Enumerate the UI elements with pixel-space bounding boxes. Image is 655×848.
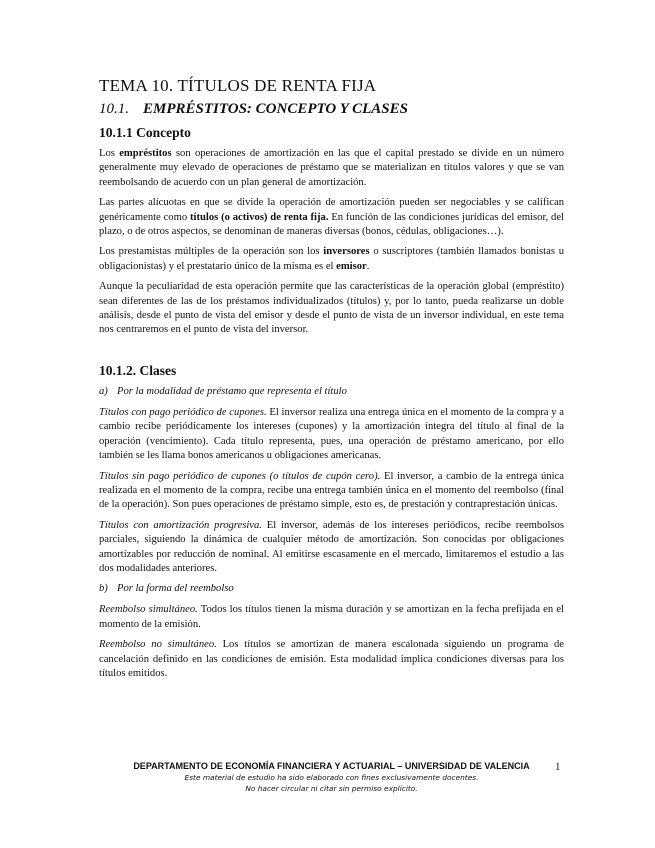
text-run: El inversor, además de los intereses periódicos, recibe reembolsos parciales, siguiendo la dinámica de cualquier método de amortización. Son conocidas por obligaciones amortizables por reducción de nominal. Al emitirse escasamente en el mercado, limitaremos el estudio a las dos modalidades anteriores. <box>99 519 565 574</box>
paragraph-clase-b2 <box>99 638 564 681</box>
lead-term: Reembolso simultáneo. <box>99 604 198 616</box>
footer-note: Este material de estudio ha sido elaborado con fines exclusivamente docentes. <box>184 773 479 782</box>
classification-letter: a) <box>99 385 108 397</box>
classification-a <box>99 385 564 399</box>
document-body <box>99 76 564 687</box>
classification-label: Por la modalidad de préstamo que representa el título <box>117 385 347 397</box>
page-footer <box>99 761 564 794</box>
text-run: Los <box>99 148 120 159</box>
emphasis-term: inversores <box>323 246 370 258</box>
text-run: El inversor realiza una entrega única en el momento de la compra y a cambio recibe periódicamente los intereses (cupones) y la amortización íntegra del título al final de la operación (vencimiento). Cada título representa, pues, una operación de préstamo americano, por ello también se les llama bonos americanos u obligaciones americanas. <box>99 406 564 462</box>
section-title-text: EMPRÉSTITOS: CONCEPTO Y CLASES <box>143 101 408 117</box>
paragraph-concepto-1 <box>99 147 564 190</box>
lead-term: Títulos con pago periódico de cupones. <box>99 406 267 418</box>
text-run: Todos los títulos tienen la misma duración y se amortizan en la fecha prefijada en el momento de la emisión. <box>99 604 564 630</box>
paragraph-clase-a1 <box>99 406 564 464</box>
emphasis-term: títulos (o activos) de renta fija. <box>189 211 329 223</box>
classification-b <box>99 582 564 596</box>
emphasis-term: emisor <box>336 260 367 272</box>
text-run: son operaciones de amortización en las que el capital prestado se divide en un número generalmente muy elevado de operaciones de préstamo que se materializan en títulos valores y que se van reembolsando de acuerdo con un plan general de amortización. <box>99 148 564 188</box>
page-number: 1 <box>555 761 561 773</box>
footer-department: DEPARTAMENTO DE ECONOMÍA FINANCIERA Y ACTUARIAL – UNIVERSIDAD DE VALENCIA <box>133 761 530 771</box>
subsection-clases-title: 10.1.2. Clases <box>99 362 177 378</box>
section-title <box>99 100 564 118</box>
subsection-concepto-title: 10.1.1 Concepto <box>99 125 191 140</box>
lead-term: Reembolso no simultáneo. <box>99 639 217 651</box>
paragraph-concepto-2 <box>99 196 564 239</box>
footer-note: No hacer circular ni citar sin permiso explícito. <box>245 784 418 793</box>
text-run: Las partes alícuotas en que se divide la operación de amortización pueden ser negociables y se califican genéricamente como <box>99 197 564 223</box>
lead-term: Títulos con amortización progresiva. <box>99 519 262 531</box>
text-run: . <box>366 260 370 272</box>
section-number: 10.1. <box>99 101 129 117</box>
chapter-title: TEMA 10. TÍTULOS DE RENTA FIJA <box>99 76 377 95</box>
text-run: En función de las condiciones jurídicas del emisor, del plazo, o de otros aspectos, se denominan de maneras diversas (bonos, cédulas, obligaciones…). <box>99 211 564 238</box>
paragraph-clase-a3 <box>99 519 564 577</box>
text-run: o suscriptores (también llamados bonistas u obligacionistas) y el prestatario único de la misma es el <box>99 246 564 272</box>
paragraph-clase-b1 <box>99 603 564 632</box>
classification-letter: b) <box>99 583 108 595</box>
classification-label: Por la forma del reembolso <box>117 583 234 595</box>
text-run: El inversor, a cambio de la entrega única realizada en el momento de la compra, recibe una entrega también única en el momento del reembolso (final de la operación). Son pues operaciones de préstamo simple, esto es, de prestación y contraprestación únicas. <box>99 470 564 511</box>
emphasis-term: empréstitos <box>119 148 172 159</box>
paragraph-clase-a2 <box>99 470 564 513</box>
lead-term: Títulos sin pago periódico de cupones (o títulos de cupón cero). <box>99 470 381 482</box>
text-run: Los prestamistas múltiples de la operación son los <box>99 246 324 258</box>
paragraph-concepto-4: Aunque la peculiaridad de esta operación permite que las características de la operación global (empréstito) sean diferentes de las de los préstamos individualizados (títulos) y, por lo tanto, pueda realizarse un doble análisis, desde el punto de vista del emisor y desde el punto de vista de un inversor individual, en este tema nos centraremos en el punto de vista del inversor. <box>99 281 564 336</box>
text-run: Los títulos se amortizan de manera escalonada siguiendo un programa de cancelación definido en las condiciones de emisión. Esta modalidad implica condiciones diversas para los títulos emitidos. <box>99 639 564 679</box>
paragraph-concepto-3 <box>99 245 564 274</box>
